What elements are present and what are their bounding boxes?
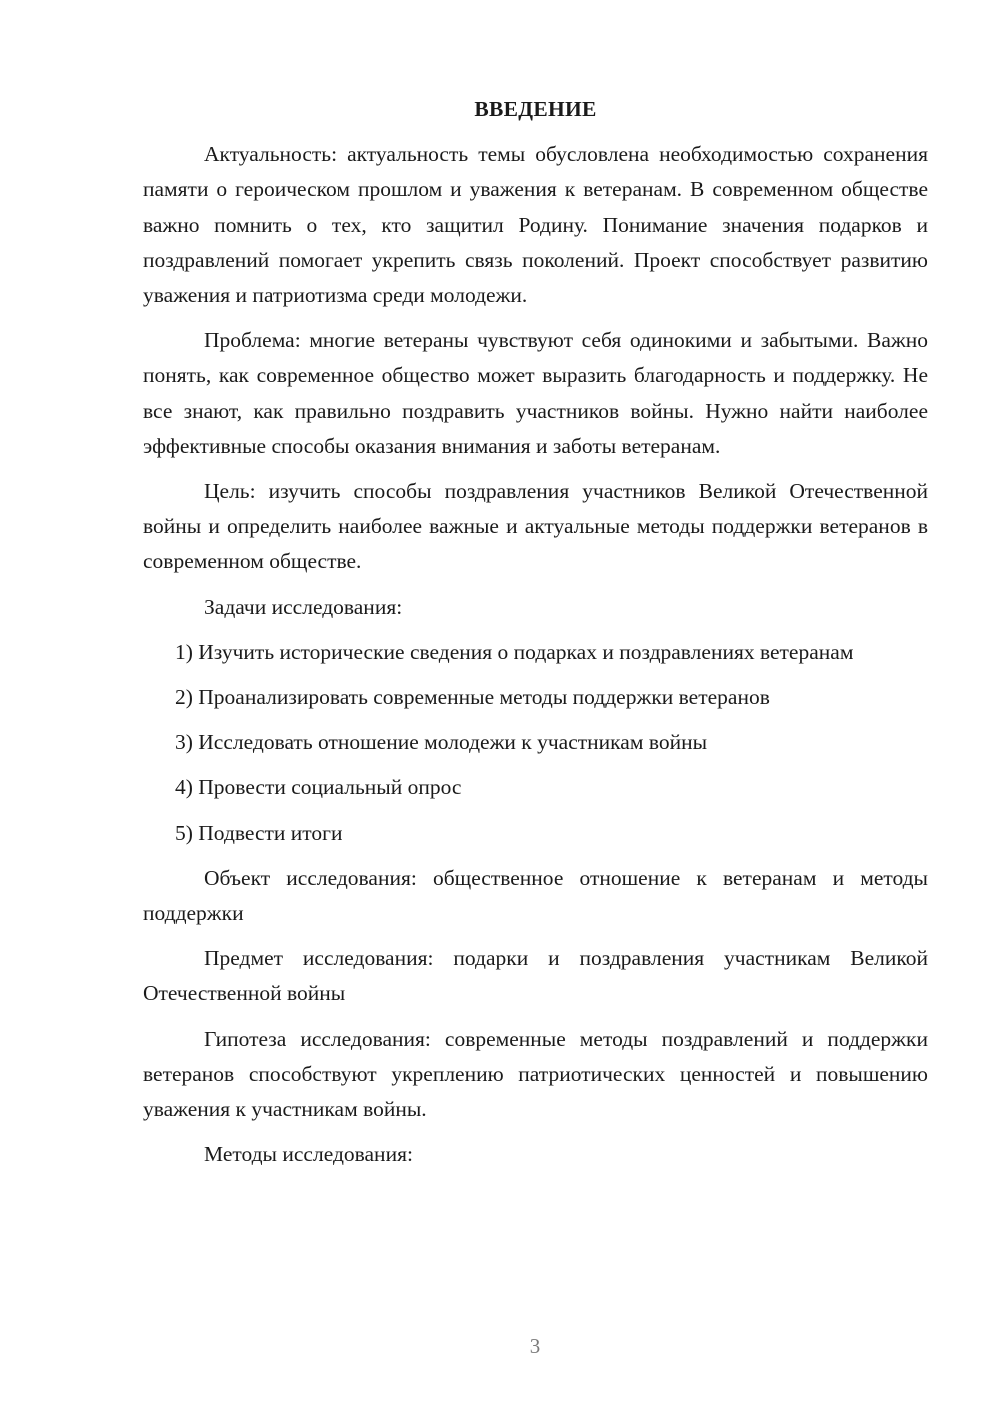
tasks-list — [143, 635, 928, 851]
subject-paragraph: Предмет исследования: подарки и поздравления участникам Великой Отечественной войны — [143, 946, 928, 1006]
task-item-5: 5) Подвести итоги — [175, 820, 343, 845]
task-item-3: 3) Исследовать отношение молодежи к участникам войны — [175, 730, 708, 755]
hypothesis-paragraph: Гипотеза исследования: современные методы поздравлений и поддержки ветеранов способствуют укреплению патриотических ценностей и повышению уважения к участникам войны. — [143, 1026, 928, 1122]
problem-paragraph: Проблема: многие ветераны чувствуют себя одинокими и забытыми. Важно понять, как современное общество может выразить благодарность и поддержку. Не все знают, как правильно поздравить участников войны. Нужно найти наиболее эффективные способы оказания внимания и заботы ветеранам. — [143, 328, 928, 458]
tasks-heading: Задачи исследования: — [204, 594, 403, 619]
task-item-1: 1) Изучить исторические сведения о подарках и поздравлениях ветеранам — [175, 639, 854, 664]
object-paragraph: Объект исследования: общественное отношение к ветеранам и методы поддержки — [143, 865, 928, 926]
task-item-2: 2) Проанализировать современные методы поддержки ветеранов — [175, 685, 770, 710]
task-item-4: 4) Провести социальный опрос — [175, 775, 462, 800]
document-page — [143, 92, 928, 1182]
document-title: ВВЕДЕНИЕ — [474, 97, 597, 121]
page-number: 3 — [529, 1334, 541, 1358]
goal-paragraph: Цель: изучить способы поздравления участников Великой Отечественной войны и определить наиболее важные и актуальные методы поддержки ветеранов в современном обществе. — [143, 479, 928, 574]
relevance-paragraph: Актуальность: актуальность темы обусловлена необходимостью сохранения памяти о героическом прошлом и уважения к ветеранам. В современном обществе важно помнить о тех, кто защитил Родину. Понимание значения подарков и поздравлений помогает укрепить связь поколений. Проект способствует развитию уважения и патриотизма среди молодежи. — [143, 142, 928, 308]
methods-heading: Методы исследования: — [204, 1142, 413, 1167]
